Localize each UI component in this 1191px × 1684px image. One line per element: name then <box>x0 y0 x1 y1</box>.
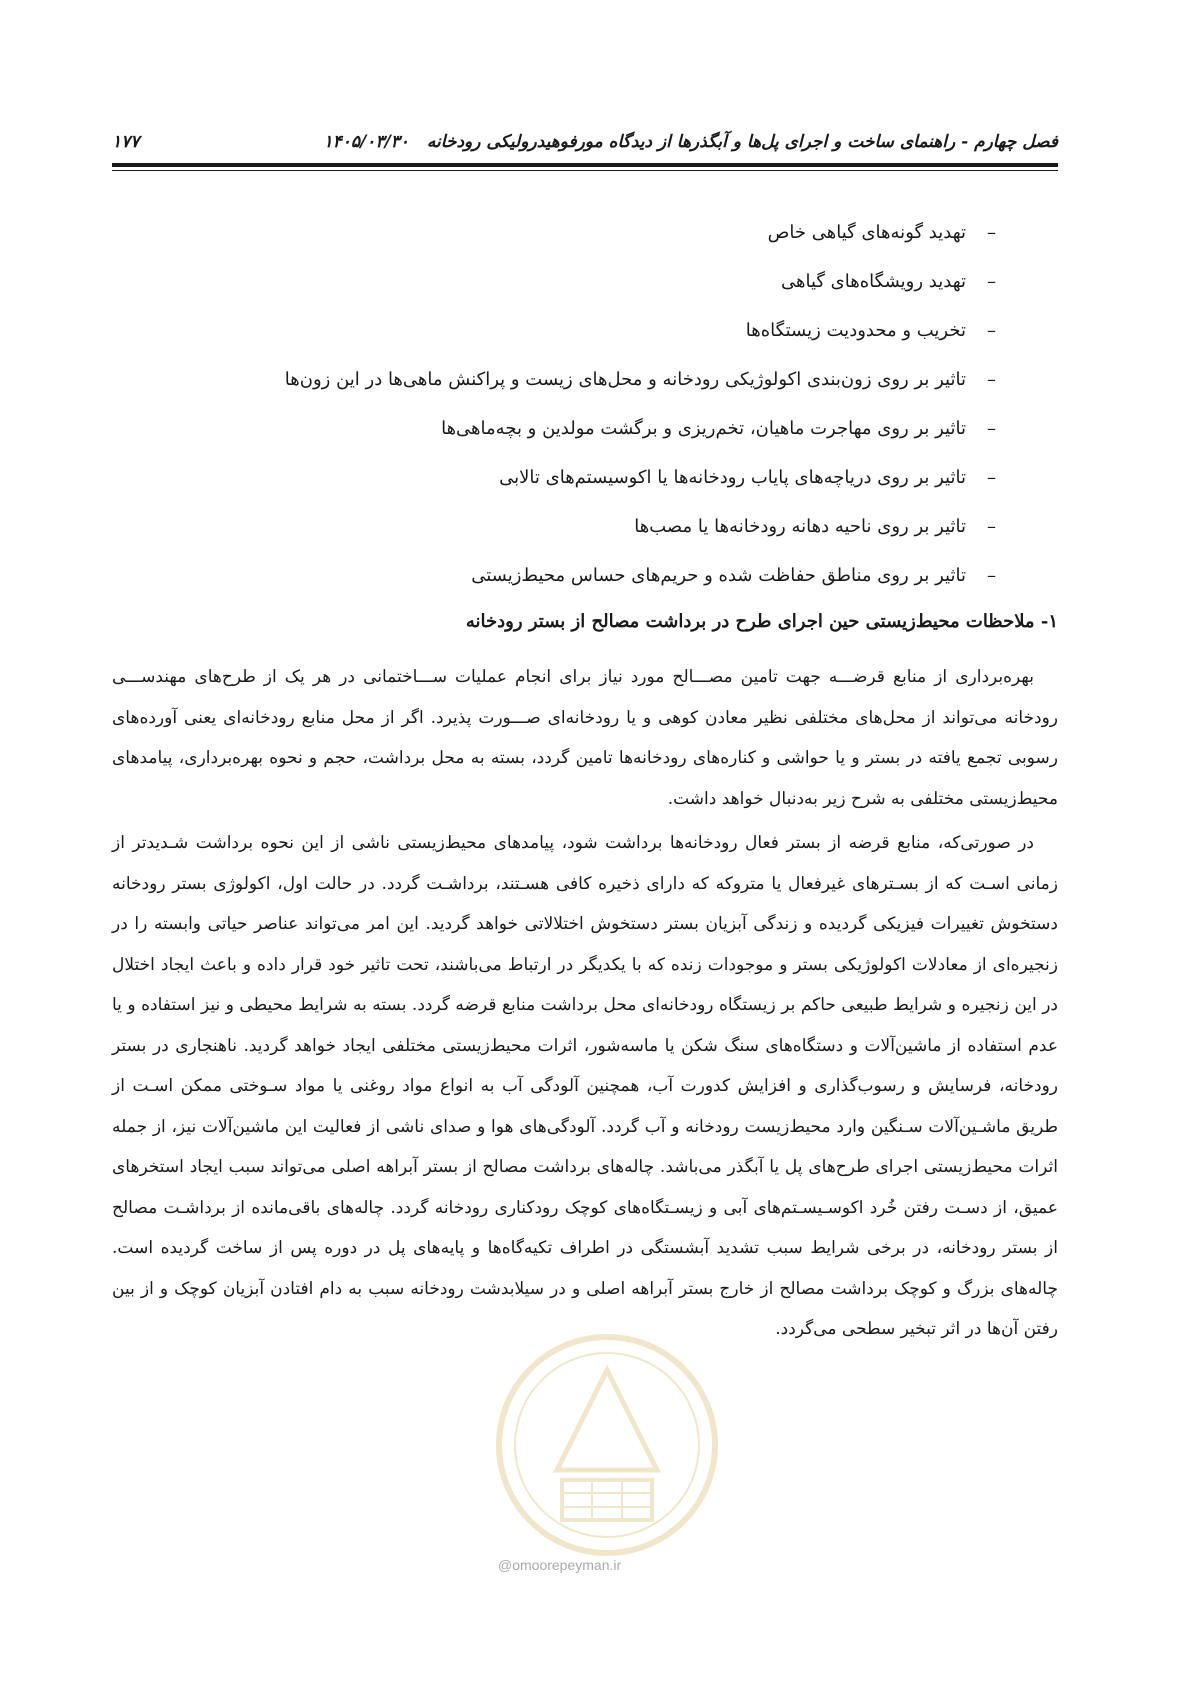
body-paragraph: بهره‌برداری از منابع قرضـــه جهت تامین مصـــالح مورد نیاز برای انجام عملیات ســـاختمانی در هر یک از طرح‌های مهندســـی رودخانه می‌تواند از محل‌های مختلفی نظیر معادن کوهی و یا رودخانه‌ای صـــورت پذیرد. اگر از محل منابع رودخانه‌ای یعنی آورده‌های رسوبی تجمع یافته در بستر و یا حواشی و کناره‌های رودخانه‌ها تامین گردد، بسته به محل برداشت، حجم و نحوه بهره‌برداری، پیامدهای محیط‌زیستی مختلفی به شرح زیر به‌دنبال خواهد داشت. <box>112 667 1058 809</box>
bullet-dash: – <box>987 320 996 341</box>
list-item <box>136 365 996 414</box>
list-item <box>136 561 996 610</box>
impact-bullet-list <box>136 218 996 610</box>
page-header <box>112 128 1058 158</box>
list-item-text: تهدید رویشگاه‌های گیاهی <box>780 271 966 292</box>
watermark-logo-icon <box>492 1330 722 1560</box>
header-chapter-title: فصل چهارم - راهنمای ساخت و اجرای پل‌ها و آبگذرها از دیدگاه مورفوهیدرولیکی رودخانه <box>426 132 1058 152</box>
bullet-dash: – <box>987 467 996 488</box>
list-item <box>136 267 996 316</box>
bullet-dash: – <box>987 271 996 292</box>
bullet-dash: – <box>987 222 996 243</box>
bullet-dash: – <box>987 516 996 537</box>
list-item-text: تهدید گونه‌های گیاهی خاص <box>767 222 966 243</box>
page-number: ۱۷۷ <box>112 132 140 152</box>
list-item-text: تاثیر بر روی ناحیه دهانه رودخانه‌ها یا مصب‌ها <box>634 516 966 537</box>
bullet-dash: – <box>987 418 996 439</box>
header-rule-thick <box>112 163 1058 167</box>
header-date: ۱۴۰۵/۰۳/۳۰ <box>323 132 409 152</box>
header-rule-thin <box>112 170 1058 171</box>
list-item <box>136 463 996 512</box>
bullet-dash: – <box>987 565 996 586</box>
list-item <box>136 218 996 267</box>
section-heading: ۱- ملاحظات محیط‌زیستی حین اجرای طرح در برداشت مصالح از بستر رودخانه <box>465 611 1058 632</box>
list-item-text: تاثیر بر روی مهاجرت ماهیان، تخم‌ریزی و برگشت مولدین و بچه‌ماهی‌ها <box>441 418 966 439</box>
list-item <box>136 316 996 365</box>
list-item-text: تخریب و محدودیت زیستگاه‌ها <box>745 320 966 341</box>
list-item-text: تاثیر بر روی دریاچه‌های پایاب رودخانه‌ها یا اکوسیستم‌های تالابی <box>499 467 966 488</box>
list-item <box>136 512 996 561</box>
list-item-text: تاثیر بر روی مناطق حفاظت شده و حریم‌های حساس محیط‌زیستی <box>471 565 966 586</box>
bullet-dash: – <box>987 369 996 390</box>
list-item-text: تاثیر بر روی زون‌بندی اکولوژیکی رودخانه و محل‌های زیست و پراکنش ماهی‌ها در این زون‌ها <box>284 369 966 390</box>
body-paragraph: در صورتی‌که، منابع قرضه از بستر فعال رودخانه‌ها برداشت شود، پیامدهای محیط‌زیستی ناشی از این نحوه برداشت شـدیدتر از زمانی اسـت که از بسـترهای غیرفعال یا متروکه که دارای ذخیره کافی هسـتند، برداشـت گردد. در حالت اول، اکولوژی بستر رودخانه دستخوش تغییرات فیزیکی گردیده و زندگی آبزیان بستر دستخوش اختلالاتی خواهد گردید. این امر می‌تواند عناصر حیاتی وابسته را در زنجیره‌ای از معادلات اکولوژیکی بستر و موجودات زنده که با یکدیگر در ارتباط می‌باشند، تحت تاثیر خود قرار داده و باعث ایجاد اختلال در این زنجیره و شرایط طبیعی حاکم بر زیستگاه رودخانه‌ای محل برداشت منابع قرضه گردد. بسته به شرایط محیطی و نیز استفاده و یا عدم استفاده از ماشین‌آلات و دستگاه‌های سنگ شکن یا ماسه‌شور، اثرات محیط‌زیستی مختلفی ایجاد خواهد گردید. ناهنجاری در بستر رودخانه، فرسایش و رسوب‌گذاری و افزایش کدورت آب، همچنین آلودگی آب به انواع مواد روغنی یا مواد سـوختی ممکن اسـت از طریق ماشـین‌آلات سـنگین وارد محیط‌زیست رودخانه و آب گردد. آلودگی‌های هوا و صدای ناشی از فعالیت این ماشین‌آلات نیز، از جمله اثرات محیط‌زیستی اجرای طرح‌های پل یا آبگذر می‌باشد. چاله‌های برداشت مصالح از بستر آبراهه اصلی می‌تواند سبب ایجاد استخرهای عمیق، از دسـت رفتن خُرد اکوسـیسـتم‌های آبی و زیسـتگاه‌های کوچک رودکناری رودخانه گردد. چاله‌های باقی‌مانده از برداشـت مصالح از بستر رودخانه، در برخی شرایط سبب تشدید آبشستگی در اطراف تکیه‌گاه‌ها و پایه‌های پل در دوره پس از ساخت گردیده است. چاله‌های بزرگ و کوچک برداشت مصالح از خارج بستر آبراهه اصلی و در سیلابدشت رودخانه سبب به دام افتادن آبزیان کوچک و از بین رفتن آن‌ها در اثر تبخیر سطحی می‌گردد. <box>112 833 1058 1339</box>
header-title <box>323 132 1058 152</box>
list-item <box>136 414 996 463</box>
watermark-url: @omoorepeyman.ir <box>498 1557 622 1573</box>
